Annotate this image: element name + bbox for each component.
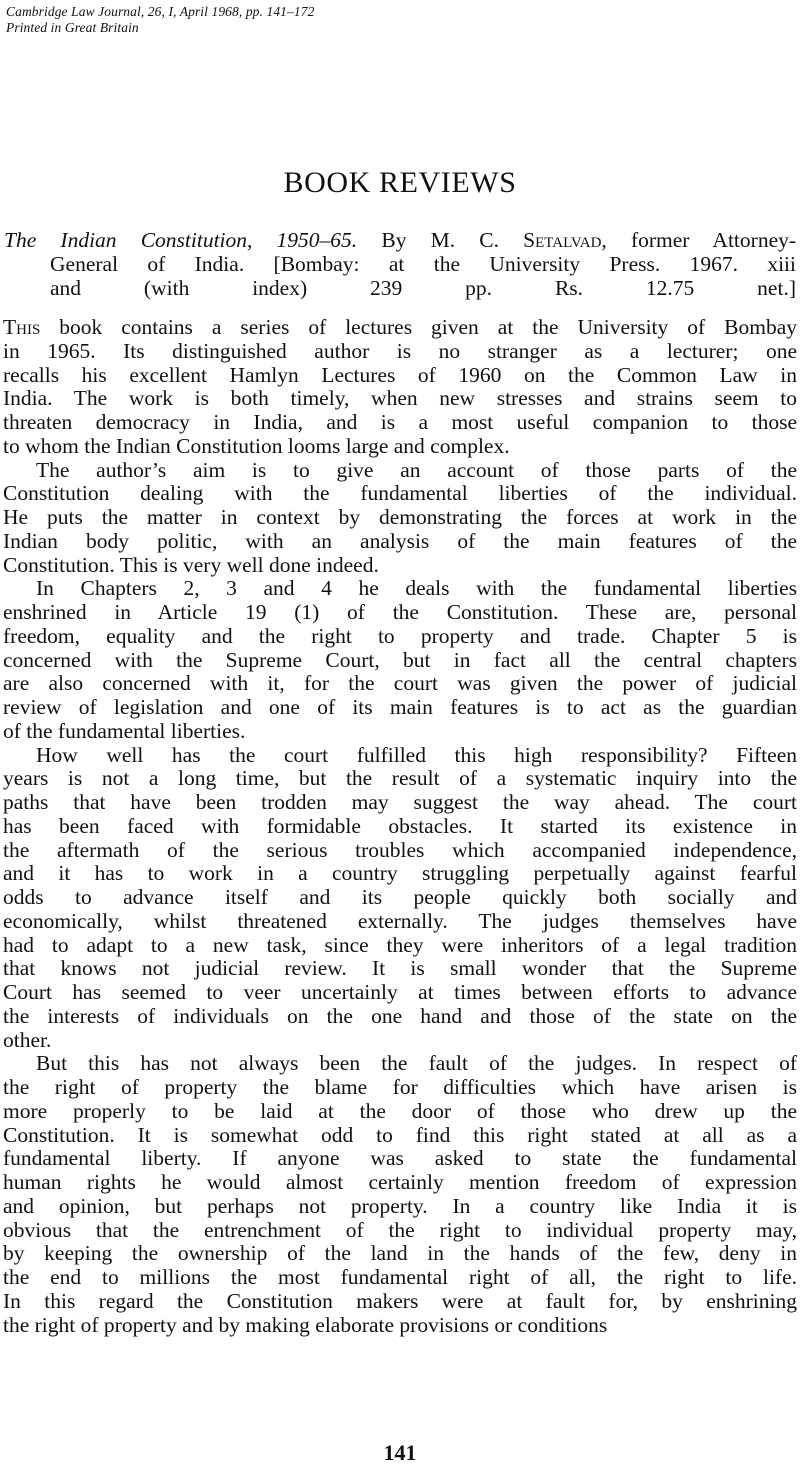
text-line: [3, 1147, 797, 1171]
journal-citation-line: Cambridge Law Journal, 26, I, April 1968, pp. 141–172: [6, 4, 315, 19]
citation-line-1: [4, 228, 796, 252]
text-line: [3, 1052, 797, 1076]
lead-word: This: [3, 315, 41, 339]
author-role: former Attorney-: [630, 228, 797, 252]
text-line: [3, 1171, 797, 1195]
text-line: [3, 459, 797, 483]
text-line: [3, 506, 797, 530]
text-line: [3, 411, 797, 435]
line-text: the end to millions the most fundamental right of all, the right to life.: [3, 1265, 797, 1289]
text-line: [3, 886, 797, 910]
line-text: years is not a long time, but the result of a systematic inquiry into the: [3, 766, 797, 791]
text-line: [3, 554, 797, 578]
line-text: India. The work is both timely, when new stresses and strains seem to: [3, 386, 797, 411]
line-text: human rights he would almost certainly mention freedom of expression: [3, 1170, 797, 1194]
line-text: In this regard the Constitution makers were at fault for, by enshrining: [3, 1288, 797, 1313]
line-text: enshrined in Article 19 (1) of the Constitution. These are, personal: [3, 600, 797, 624]
text-line: [3, 1266, 797, 1290]
text-line: [3, 1100, 797, 1124]
book-citation: [4, 228, 796, 299]
line-text: are also concerned with it, for the court was given the power of judicial: [3, 671, 797, 696]
line-text: Constitution dealing with the fundamental liberties of the individual.: [3, 481, 797, 506]
paragraph: [3, 744, 797, 1053]
paragraph: [3, 459, 797, 578]
text-line: [3, 435, 797, 459]
text-line: [3, 364, 797, 388]
line-text: the right of property and by making elaborate provisions or conditions: [3, 1312, 608, 1337]
running-header: [6, 4, 314, 36]
text-line: [3, 791, 797, 815]
line-text: the aftermath of the serious troubles which accompanied independence,: [3, 837, 797, 862]
line-text: had to adapt to a new task, since they were inheritors of a legal tradition: [3, 932, 797, 957]
line-text: In Chapters 2, 3 and 4 he deals with the fundamental liberties: [36, 576, 797, 601]
line-text: other.: [3, 1027, 52, 1052]
text-line: [3, 577, 797, 601]
text-line: [3, 530, 797, 554]
text-line: [3, 1314, 797, 1338]
line-text: and it has to work in a country struggling perpetually against fearful: [3, 861, 797, 886]
text-line: [3, 981, 797, 1005]
line-text: by keeping the ownership of the land in the hands of the few, deny in: [3, 1241, 797, 1266]
line-text: economically, whilst threatened externally. The judges themselves have: [3, 908, 797, 933]
line-text: to whom the Indian Constitution looms large and complex.: [3, 433, 510, 458]
section-title: BOOK REVIEWS: [283, 166, 517, 199]
review-body: [3, 316, 797, 1337]
line-text: obvious that the entrenchment of the right to individual property may,: [3, 1217, 797, 1242]
line-text: odds to advance itself and its people quickly both socially and: [3, 885, 797, 909]
text-line: [3, 839, 797, 863]
line-text: the interests of individuals on the one hand and those of the state on the: [3, 1003, 797, 1028]
text-line: [3, 744, 797, 768]
text-line: [3, 1029, 797, 1053]
paragraph: [3, 316, 797, 459]
citation-by: By M. C.: [381, 228, 499, 252]
line-text: How well has the court fulfilled this high responsibility? Fifteen: [36, 742, 797, 767]
line-text: The author’s aim is to give an account of those parts of the: [36, 457, 797, 482]
text-line: [3, 767, 797, 791]
line-text: book contains a series of lectures given at the University of Bombay: [40, 315, 797, 339]
line-text: But this has not always been the fault of the judges. In respect of: [36, 1051, 797, 1076]
paragraph: [3, 577, 797, 743]
text-line: [3, 1076, 797, 1100]
book-title: The Indian Constitution, 1950–65.: [4, 228, 358, 252]
line-text: threaten democracy in India, and is a most useful companion to those: [3, 410, 797, 434]
text-line: [3, 1219, 797, 1243]
text-line: [3, 1005, 797, 1029]
text-line: [3, 862, 797, 886]
citation-line-3: and (with index) 239 pp. Rs. 12.75 net.]: [50, 275, 796, 300]
line-text: Court has seemed to veer uncertainly at times between efforts to advance: [3, 980, 797, 1004]
text-line: [3, 815, 797, 839]
line-text: freedom, equality and the right to property and trade. Chapter 5 is: [3, 623, 797, 648]
line-text: concerned with the Supreme Court, but in fact all the central chapters: [3, 647, 797, 672]
page-number: 141: [383, 1440, 417, 1465]
citation-line-2: General of India. [Bombay: at the University Press. 1967. xiii: [50, 251, 796, 276]
text-line: [3, 625, 797, 649]
text-line: [3, 387, 797, 411]
text-line: [3, 482, 797, 506]
line-text: has been faced with formidable obstacles. It started its existence in: [3, 813, 797, 838]
line-text: more properly to be laid at the door of those who drew up the: [3, 1098, 797, 1123]
text-line: [3, 957, 797, 981]
paragraph: [3, 1052, 797, 1337]
line-text: Indian body politic, with an analysis of the main features of the: [3, 528, 797, 553]
line-text: fundamental liberty. If anyone was asked to state the fundamental: [3, 1146, 797, 1171]
author-surname: Setalvad,: [523, 228, 607, 252]
text-line: [3, 720, 797, 744]
line-text: recalls his excellent Hamlyn Lectures of 1960 on the Common Law in: [3, 362, 797, 387]
line-text: paths that have been trodden may suggest the way ahead. The court: [3, 790, 797, 814]
text-line: [3, 1124, 797, 1148]
printed-in-line: Printed in Great Britain: [6, 20, 139, 35]
text-line: [3, 934, 797, 958]
line-text: of the fundamental liberties.: [3, 718, 246, 743]
text-line: [3, 1195, 797, 1219]
line-text: and opinion, but perhaps not property. In a country like India it is: [3, 1193, 797, 1218]
text-line: [3, 672, 797, 696]
text-line: [3, 601, 797, 625]
line-text: Constitution. This is very well done indeed.: [3, 552, 379, 577]
line-text: in 1965. Its distinguished author is no stranger as a lecturer; one: [3, 338, 797, 363]
line-text: the right of property the blame for difficulties which have arisen is: [3, 1075, 797, 1099]
text-line: [3, 1242, 797, 1266]
text-line: [3, 316, 797, 340]
text-line: [3, 1290, 797, 1314]
text-line: [3, 910, 797, 934]
text-line: [3, 340, 797, 364]
line-text: He puts the matter in context by demonstrating the forces at work in the: [3, 505, 797, 529]
text-line: [3, 696, 797, 720]
line-text: that knows not judicial review. It is small wonder that the Supreme: [3, 956, 797, 981]
line-text: review of legislation and one of its main features is to act as the guardian: [3, 695, 797, 719]
line-text: Constitution. It is somewhat odd to find this right stated at all as a: [3, 1122, 797, 1147]
text-line: [3, 649, 797, 673]
